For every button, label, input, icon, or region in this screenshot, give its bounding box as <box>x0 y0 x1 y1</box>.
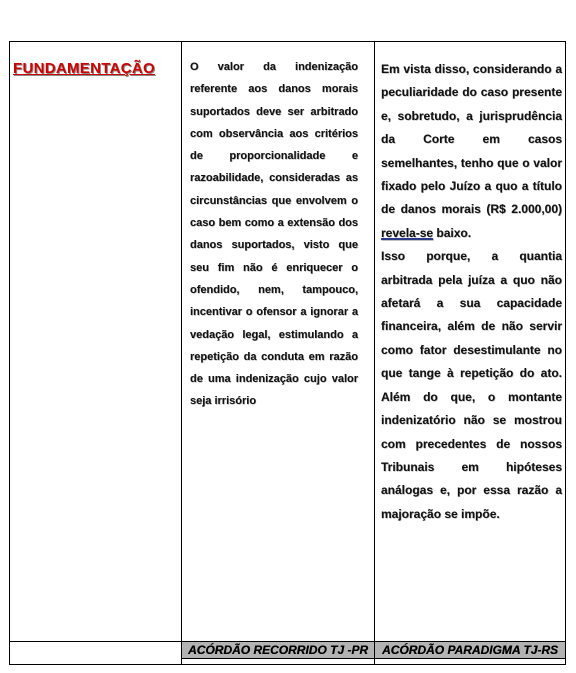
column-divider-2 <box>374 42 375 664</box>
footer-row <box>10 641 565 666</box>
footer-recorrido-label: ACÓRDÃO RECORRIDO TJ -PR <box>182 642 374 659</box>
recorrido-text <box>190 56 358 413</box>
paradigma-paragraph-1 <box>381 58 562 245</box>
section-heading: FUNDAMENTAÇÃO <box>13 60 155 77</box>
paradigma-highlight: revela-se <box>381 225 434 240</box>
paradigma-p1-end: baixo. <box>433 225 472 240</box>
footer-paradigma-label: ACÓRDÃO PARADIGMA TJ-RS <box>375 642 565 659</box>
paradigma-text <box>381 58 562 526</box>
column-divider-1 <box>181 42 182 664</box>
recorrido-paragraph: O valor da indenização referente aos danos morais suportados deve ser arbitrado com observância aos critérios de proporcionalidade e razoabilidade, consideradas as circunstâncias que envolvem o caso bem como a extensão dos danos suportados, visto que seu fim não é enriquecer o ofendido, nem, tampouco, incentivar o ofensor a ignorar a vedação legal, estimulando a repetição da conduta em razão de uma indenização cujo valor seja irrisório <box>190 61 358 408</box>
paradigma-paragraph-2: Isso porque, a quantia arbitrada pela juíza a quo não afetará a sua capacidade financeira, além de não servir como fator desestimulante no que tange à repetição do ato. Além do que, o montante indenizatório não se mostrou com precedentes de nossos Tribunais em hipóteses análogas e, por essa razão a majoração se impõe. <box>381 249 562 521</box>
paradigma-p1-text: Em vista disso, considerando a peculiaridade do caso presente e, sobretudo, a jurisprudência da Corte em casos semelhantes, tenho que o valor fixado pelo Juízo a quo a título de danos morais (R$ 2.000,00) <box>381 62 562 217</box>
